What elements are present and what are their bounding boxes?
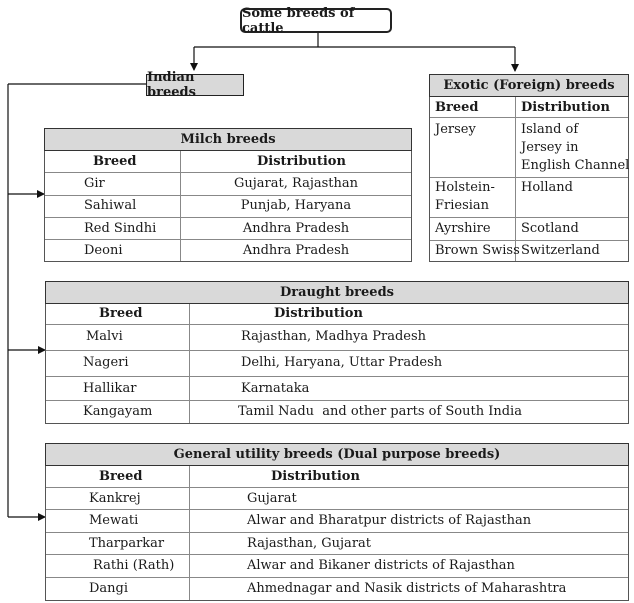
milch-col-breed: Breed xyxy=(93,154,137,169)
draught-dist-cell: Delhi, Haryana, Uttar Pradesh xyxy=(241,355,443,370)
general-title xyxy=(45,443,629,466)
general-col-breed: Breed xyxy=(99,469,143,484)
general-dist-cell: Alwar and Bikaner districts of Rajasthan xyxy=(247,558,515,573)
root-title xyxy=(240,5,392,36)
general-dist-cell: Alwar and Bharatpur districts of Rajasthan xyxy=(247,513,532,528)
general-title-text: General utility breeds (Dual purpose breeds) xyxy=(173,447,501,462)
milch-title xyxy=(44,128,412,151)
general-breed-cell: Dangi xyxy=(89,581,129,596)
exotic-breed-cell: Friesian xyxy=(435,198,490,213)
general-breed-cell: Kankrej xyxy=(89,491,141,506)
general-breed-cell: Rathi (Rath) xyxy=(93,558,175,573)
draught-breed-cell: Nageri xyxy=(83,355,129,370)
general-dist-cell: Rajasthan, Gujarat xyxy=(247,536,372,551)
exotic-dist-cell: Scotland xyxy=(521,221,579,236)
indian-breeds-label: Indian breeds xyxy=(147,70,196,100)
draught-breed-cell: Hallikar xyxy=(83,381,137,396)
general-dist-cell: Gujarat xyxy=(247,491,297,506)
draught-dist-cell: Karnataka xyxy=(241,381,310,396)
draught-col-breed: Breed xyxy=(99,306,143,321)
root-title-text: Some breeds of cattle xyxy=(242,5,355,36)
exotic-col-breed: Breed xyxy=(435,100,479,115)
draught-breed-cell: Malvi xyxy=(86,329,123,344)
exotic-breed-cell: Jersey xyxy=(435,122,476,137)
exotic-title xyxy=(429,74,629,97)
exotic-col-distribution: Distribution xyxy=(521,100,610,115)
general-dist-cell: Ahmednagar and Nasik districts of Maharashtra xyxy=(247,581,567,596)
milch-dist-cell: Andhra Pradesh xyxy=(242,243,350,258)
exotic-dist-cell: Holland xyxy=(521,180,573,195)
draught-title-text: Draught breeds xyxy=(280,285,394,300)
milch-title-text: Milch breeds xyxy=(180,132,276,147)
exotic-dist-cell: Jersey in xyxy=(521,140,579,155)
exotic-breed-cell: Holstein- xyxy=(435,180,495,195)
draught-dist-cell: Tamil Nadu and other parts of South India xyxy=(238,404,522,419)
draught-dist-cell: Rajasthan, Madhya Pradesh xyxy=(241,329,427,344)
milch-dist-cell: Andhra Pradesh xyxy=(242,221,350,236)
general-col-distribution: Distribution xyxy=(271,469,360,484)
milch-breed-cell: Gir xyxy=(84,176,105,191)
draught-title xyxy=(45,281,629,304)
general-breed-cell: Tharparkar xyxy=(89,536,165,551)
exotic-breed-cell: Ayrshire xyxy=(435,221,491,236)
exotic-dist-cell: Island of xyxy=(521,122,579,137)
exotic-breed-cell: Brown Swiss xyxy=(435,243,520,258)
exotic-dist-cell: Switzerland xyxy=(521,243,600,258)
milch-dist-cell: Punjab, Haryana xyxy=(240,198,352,213)
exotic-dist-cell: English Channel xyxy=(521,158,630,173)
indian-breeds-box xyxy=(146,70,244,100)
milch-col-distribution: Distribution xyxy=(257,154,346,169)
general-breed-cell: Mewati xyxy=(89,513,139,528)
draught-col-distribution: Distribution xyxy=(274,306,363,321)
milch-breed-cell: Red Sindhi xyxy=(84,221,157,236)
milch-dist-cell: Gujarat, Rajasthan xyxy=(233,176,358,191)
milch-breed-cell: Deoni xyxy=(84,243,123,258)
exotic-title-text: Exotic (Foreign) breeds xyxy=(443,78,615,93)
draught-breed-cell: Kangayam xyxy=(83,404,153,419)
milch-breed-cell: Sahiwal xyxy=(84,198,137,213)
